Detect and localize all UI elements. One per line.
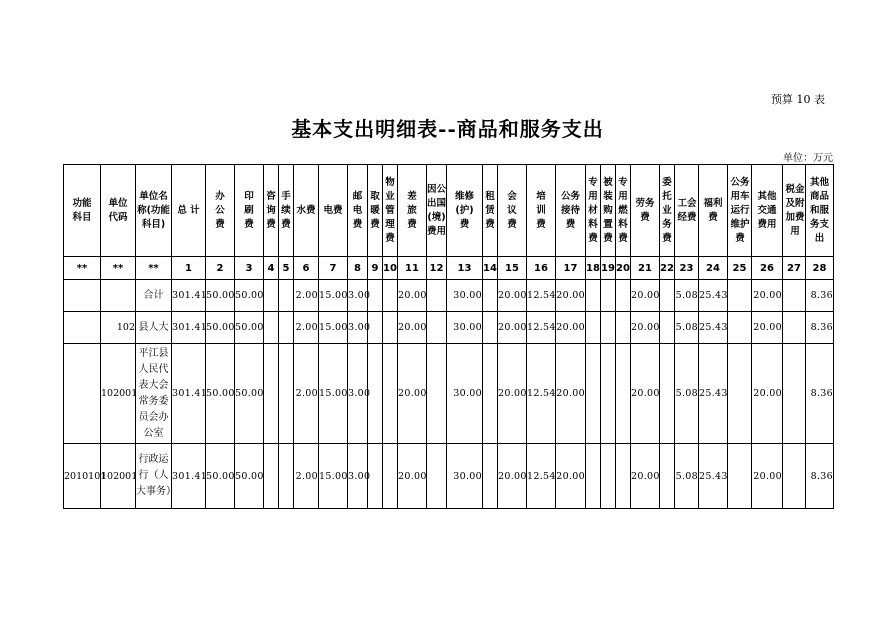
table-row (64, 344, 834, 444)
amount-cell (483, 344, 498, 444)
col-header: 功能科目 (64, 165, 101, 257)
amount-cell: 25.43 (699, 280, 728, 312)
col-header: 维修(护)费 (447, 165, 483, 257)
amount-cell (616, 444, 631, 509)
amount-cell: 15.00 (319, 444, 348, 509)
amount-cell: 8.36 (806, 444, 834, 509)
col-header: 单位名称(功能科目) (136, 165, 172, 257)
function-code-cell (64, 344, 101, 444)
index-cell: 15 (498, 257, 527, 280)
amount-cell: 5.08 (675, 444, 699, 509)
col-header: 差旅费 (398, 165, 427, 257)
amount-cell: 20.00 (631, 280, 660, 312)
amount-cell: 3.00 (348, 280, 368, 312)
amount-cell (728, 344, 752, 444)
unit-name-cell: 合计 (136, 280, 172, 312)
index-cell: 16 (527, 257, 556, 280)
amount-cell: 20.00 (752, 280, 783, 312)
unit-name-cell: 行政运行（人大事务） (136, 444, 172, 509)
amount-cell: 50.00 (235, 444, 264, 509)
index-cell: 26 (752, 257, 783, 280)
amount-cell: 20.00 (556, 312, 586, 344)
page-title: 基本支出明细表--商品和服务支出 (291, 117, 604, 141)
amount-cell (728, 280, 752, 312)
col-header: 其他商品和服务支出 (806, 165, 834, 257)
index-cell: ** (136, 257, 172, 280)
amount-cell: 20.00 (752, 344, 783, 444)
amount-cell (783, 444, 806, 509)
col-header: 总 计 (172, 165, 206, 257)
amount-cell: 20.00 (631, 312, 660, 344)
unit-code-cell (101, 280, 136, 312)
table-row (64, 280, 834, 312)
amount-cell (728, 312, 752, 344)
col-header: 委托业务费 (660, 165, 675, 257)
amount-cell: 15.00 (319, 344, 348, 444)
index-cell: 17 (556, 257, 586, 280)
amount-cell: 12.54 (527, 444, 556, 509)
amount-cell (383, 280, 398, 312)
amount-cell: 5.08 (675, 312, 699, 344)
index-cell: 27 (783, 257, 806, 280)
unit-code-cell: 102001 (101, 444, 136, 509)
col-header: 被装购置费 (601, 165, 616, 257)
amount-cell (586, 280, 601, 312)
amount-cell (279, 444, 294, 509)
amount-cell (660, 444, 675, 509)
amount-cell: 50.00 (206, 444, 235, 509)
amount-cell: 8.36 (806, 280, 834, 312)
amount-cell: 2.00 (294, 444, 319, 509)
col-header: 租赁费 (483, 165, 498, 257)
col-header: 公务接待费 (556, 165, 586, 257)
col-header: 福利费 (699, 165, 728, 257)
amount-cell: 20.00 (752, 444, 783, 509)
col-header: 会议费 (498, 165, 527, 257)
amount-cell (427, 444, 447, 509)
amount-cell (427, 344, 447, 444)
amount-cell (264, 280, 279, 312)
amount-cell: 50.00 (206, 312, 235, 344)
index-cell: 23 (675, 257, 699, 280)
amount-cell (616, 344, 631, 444)
col-header: 咨询费 (264, 165, 279, 257)
amount-cell: 20.00 (398, 444, 427, 509)
amount-cell: 30.00 (447, 344, 483, 444)
amount-cell: 25.43 (699, 312, 728, 344)
amount-cell (601, 280, 616, 312)
col-header: 其他交通费用 (752, 165, 783, 257)
amount-cell (483, 444, 498, 509)
amount-cell: 25.43 (699, 344, 728, 444)
amount-cell (783, 312, 806, 344)
amount-cell: 20.00 (556, 280, 586, 312)
amount-cell (264, 444, 279, 509)
amount-cell: 30.00 (447, 312, 483, 344)
amount-cell (586, 444, 601, 509)
index-cell: 22 (660, 257, 675, 280)
amount-cell: 5.08 (675, 280, 699, 312)
index-row (64, 257, 834, 280)
amount-cell: 20.00 (498, 312, 527, 344)
amount-cell (483, 312, 498, 344)
index-cell: 13 (447, 257, 483, 280)
index-cell: 6 (294, 257, 319, 280)
col-header: 因公出国(境)费用 (427, 165, 447, 257)
amount-cell: 50.00 (235, 312, 264, 344)
amount-cell (616, 280, 631, 312)
amount-cell (383, 312, 398, 344)
table-number: 预算 10 表 (771, 93, 825, 106)
amount-cell: 3.00 (348, 312, 368, 344)
col-header: 物业管理费 (383, 165, 398, 257)
amount-cell (279, 312, 294, 344)
amount-cell: 50.00 (235, 280, 264, 312)
amount-cell: 301.41 (172, 444, 206, 509)
index-cell: 8 (348, 257, 368, 280)
index-cell: 20 (616, 257, 631, 280)
amount-cell: 20.00 (498, 280, 527, 312)
index-cell: 3 (235, 257, 264, 280)
index-cell: 4 (264, 257, 279, 280)
col-header: 专用材料费 (586, 165, 601, 257)
index-cell: 18 (586, 257, 601, 280)
amount-cell: 301.41 (172, 312, 206, 344)
amount-cell: 30.00 (447, 280, 483, 312)
amount-cell (586, 344, 601, 444)
col-header: 劳务费 (631, 165, 660, 257)
index-cell: 11 (398, 257, 427, 280)
unit-code-cell: 102 (101, 312, 136, 344)
index-cell: 12 (427, 257, 447, 280)
col-header: 公务用车运行维护费 (728, 165, 752, 257)
expenditure-table (63, 164, 834, 509)
index-cell: ** (64, 257, 101, 280)
table-row (64, 444, 834, 509)
amount-cell (586, 312, 601, 344)
amount-cell: 301.41 (172, 280, 206, 312)
amount-cell (660, 312, 675, 344)
amount-cell: 20.00 (556, 444, 586, 509)
amount-cell: 8.36 (806, 312, 834, 344)
amount-cell (383, 344, 398, 444)
col-header: 办公费 (206, 165, 235, 257)
amount-cell: 20.00 (398, 312, 427, 344)
amount-cell: 15.00 (319, 280, 348, 312)
index-cell: 9 (368, 257, 383, 280)
amount-cell (427, 280, 447, 312)
amount-cell (483, 280, 498, 312)
amount-cell: 12.54 (527, 344, 556, 444)
index-cell: 7 (319, 257, 348, 280)
col-header: 税金及附加费用 (783, 165, 806, 257)
index-cell: 25 (728, 257, 752, 280)
amount-cell: 50.00 (206, 280, 235, 312)
amount-cell: 30.00 (447, 444, 483, 509)
col-header: 邮电费 (348, 165, 368, 257)
amount-cell: 5.08 (675, 344, 699, 444)
amount-cell: 20.00 (556, 344, 586, 444)
unit-label: 单位：万元 (783, 153, 833, 164)
amount-cell: 2.00 (294, 280, 319, 312)
amount-cell (783, 280, 806, 312)
col-header: 取暖费 (368, 165, 383, 257)
amount-cell (427, 312, 447, 344)
amount-cell: 20.00 (398, 280, 427, 312)
col-header: 电费 (319, 165, 348, 257)
col-header: 水费 (294, 165, 319, 257)
amount-cell: 20.00 (498, 344, 527, 444)
amount-cell: 15.00 (319, 312, 348, 344)
index-cell: ** (101, 257, 136, 280)
function-code-cell (64, 280, 101, 312)
amount-cell (660, 280, 675, 312)
amount-cell (616, 312, 631, 344)
index-cell: 19 (601, 257, 616, 280)
amount-cell: 2.00 (294, 344, 319, 444)
amount-cell: 301.41 (172, 344, 206, 444)
amount-cell: 25.43 (699, 444, 728, 509)
amount-cell: 20.00 (631, 344, 660, 444)
amount-cell (383, 444, 398, 509)
amount-cell: 50.00 (206, 344, 235, 444)
amount-cell: 3.00 (348, 344, 368, 444)
amount-cell: 20.00 (752, 312, 783, 344)
col-header: 专用燃料费 (616, 165, 631, 257)
amount-cell (279, 344, 294, 444)
function-code-cell (64, 312, 101, 344)
amount-cell: 3.00 (348, 444, 368, 509)
amount-cell (264, 312, 279, 344)
header-row (64, 165, 834, 257)
amount-cell (783, 344, 806, 444)
amount-cell: 2.00 (294, 312, 319, 344)
amount-cell: 20.00 (498, 444, 527, 509)
col-header: 工会经费 (675, 165, 699, 257)
amount-cell: 12.54 (527, 280, 556, 312)
amount-cell (601, 444, 616, 509)
unit-code-cell: 102001 (101, 344, 136, 444)
index-cell: 21 (631, 257, 660, 280)
col-header: 单位代码 (101, 165, 136, 257)
index-cell: 28 (806, 257, 834, 280)
index-cell: 2 (206, 257, 235, 280)
amount-cell (601, 312, 616, 344)
index-cell: 10 (383, 257, 398, 280)
unit-name-cell: 县人大 (136, 312, 172, 344)
col-header: 印刷费 (235, 165, 264, 257)
amount-cell (728, 444, 752, 509)
index-cell: 14 (483, 257, 498, 280)
amount-cell: 12.54 (527, 312, 556, 344)
amount-cell: 8.36 (806, 344, 834, 444)
amount-cell: 50.00 (235, 344, 264, 444)
index-cell: 5 (279, 257, 294, 280)
amount-cell (660, 344, 675, 444)
function-code-cell: 2010101 (64, 444, 101, 509)
index-cell: 24 (699, 257, 728, 280)
amount-cell (264, 344, 279, 444)
unit-name-cell: 平江县人民代表大会常务委员会办公室 (136, 344, 172, 444)
col-header: 培训费 (527, 165, 556, 257)
amount-cell: 20.00 (398, 344, 427, 444)
table-row (64, 312, 834, 344)
amount-cell: 20.00 (631, 444, 660, 509)
amount-cell (279, 280, 294, 312)
col-header: 手续费 (279, 165, 294, 257)
index-cell: 1 (172, 257, 206, 280)
amount-cell (601, 344, 616, 444)
